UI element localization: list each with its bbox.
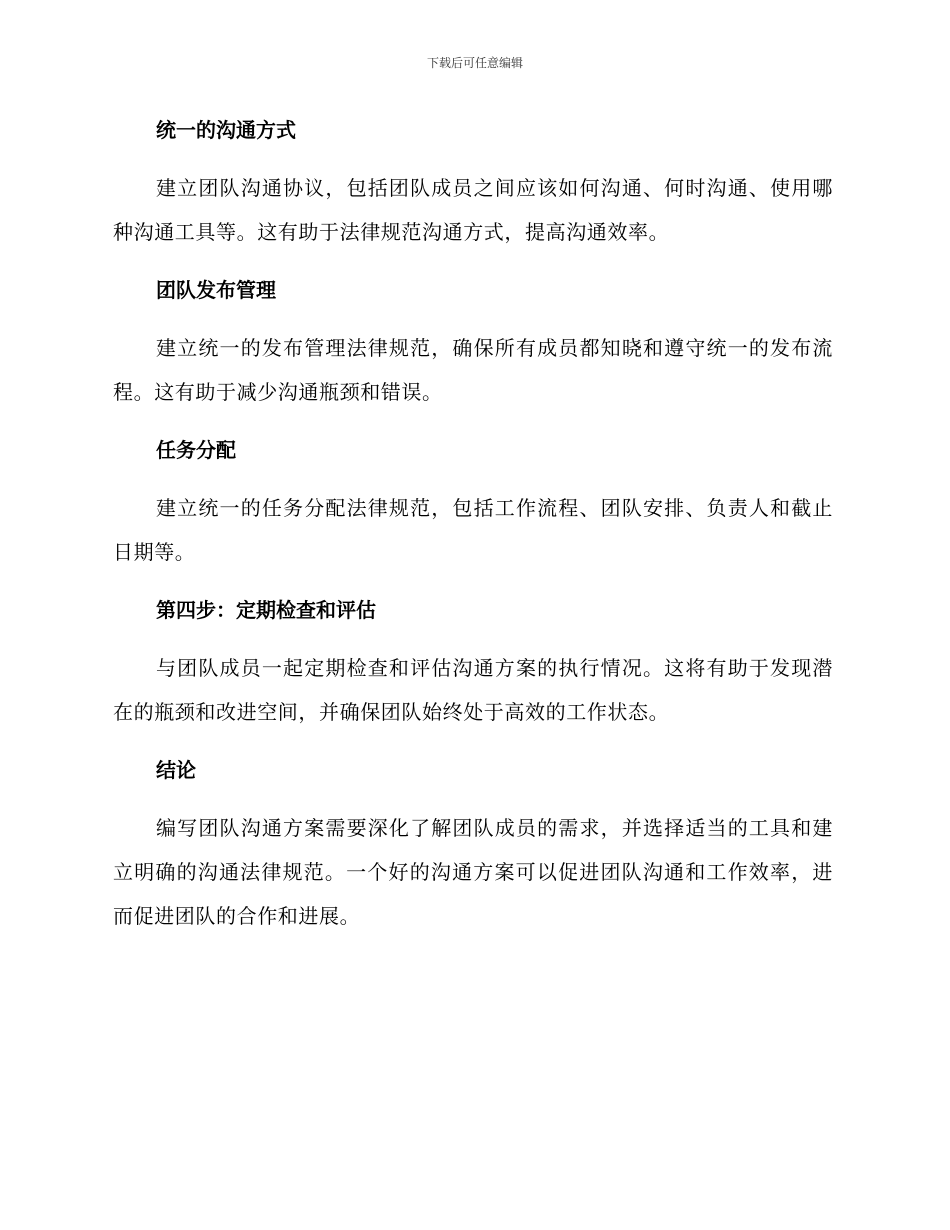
section-heading-release-management: 团队发布管理 xyxy=(156,278,276,302)
section-paragraph-unified-communication: 建立团队沟通协议，包括团队成员之间应该如何沟通、何时沟通、使用哪种沟通工具等。这有助于法律规范沟通方式，提高沟通效率。 xyxy=(113,176,833,244)
section-paragraph-conclusion: 编写团队沟通方案需要深化了解团队成员的需求，并选择适当的工具和建立明确的沟通法律规范。一个好的沟通方案可以促进团队沟通和工作效率，进而促进团队的合作和进展。 xyxy=(113,816,833,928)
section-paragraph-task-assignment: 建立统一的任务分配法律规范，包括工作流程、团队安排、负责人和截止日期等。 xyxy=(113,496,833,564)
section-heading-task-assignment: 任务分配 xyxy=(156,438,236,462)
section-paragraph-release-management: 建立统一的发布管理法律规范，确保所有成员都知晓和遵守统一的发布流程。这有助于减少沟通瓶颈和错误。 xyxy=(113,336,833,404)
document-body xyxy=(113,108,833,952)
section-heading-conclusion: 结论 xyxy=(156,758,196,782)
section-paragraph-step-four: 与团队成员一起定期检查和评估沟通方案的执行情况。这将有助于发现潜在的瓶颈和改进空间，并确保团队始终处于高效的工作状态。 xyxy=(113,656,833,724)
page-header: 下载后可任意编辑 xyxy=(426,56,523,70)
section-heading-step-four: 第四步：定期检查和评估 xyxy=(156,598,376,622)
section-heading-unified-communication: 统一的沟通方式 xyxy=(156,118,296,142)
